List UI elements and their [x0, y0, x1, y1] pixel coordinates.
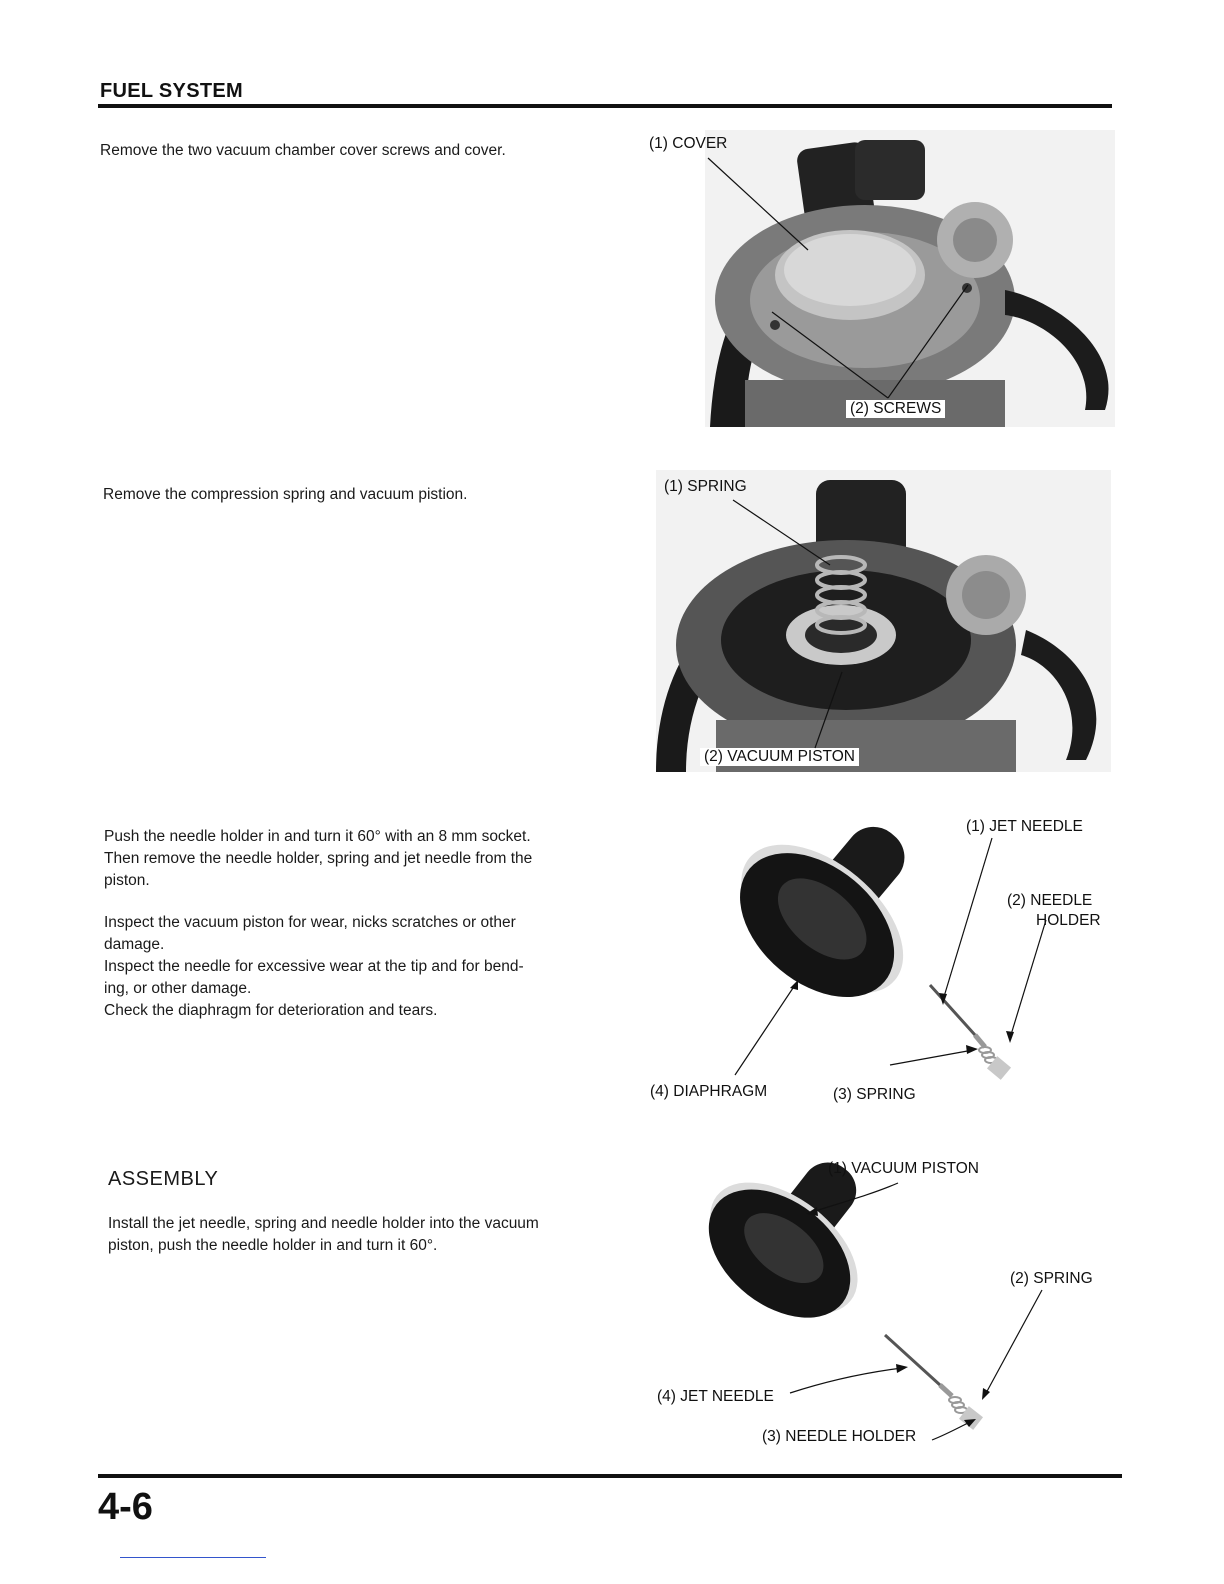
- step-3-line-6: damage.: [104, 936, 165, 953]
- label-needle-holder-4: (3) NEEDLE HOLDER: [762, 1428, 917, 1445]
- step-1-text: Remove the two vacuum chamber cover screws and cover.: [100, 142, 506, 159]
- step-3-line-7: Inspect the needle for excessive wear at the tip and for bend-: [104, 958, 524, 975]
- label-jet-needle-4: (4) JET NEEDLE: [657, 1388, 774, 1405]
- step-3-line-1: Push the needle holder in and turn it 60° with an 8 mm socket.: [104, 828, 531, 845]
- label-cover: (1) COVER: [649, 135, 728, 152]
- step-3-line-3: piston.: [104, 872, 150, 889]
- step-3-line-8: ing, or other damage.: [104, 980, 252, 997]
- assembly-line-1: Install the jet needle, spring and needle holder into the vacuum: [108, 1215, 539, 1232]
- assembly-title: ASSEMBLY: [108, 1168, 219, 1190]
- assembly-line-2: piston, push the needle holder in and turn it 60°.: [108, 1237, 438, 1254]
- step-3-line-5: Inspect the vacuum piston for wear, nicks scratches or other: [104, 914, 516, 931]
- label-jet-needle: (1) JET NEEDLE: [966, 818, 1083, 835]
- label-screws: (2) SCREWS: [846, 400, 945, 418]
- step-3-line-2: Then remove the needle holder, spring and jet needle from the: [104, 850, 533, 867]
- label-vacuum-piston: (2) VACUUM PISTON: [700, 748, 859, 766]
- label-vacuum-piston-4: (1) VACUUM PISTON: [828, 1160, 979, 1177]
- label-spring-3: (3) SPRING: [833, 1086, 916, 1103]
- figure-4-assembly-parts: [640, 1150, 1120, 1460]
- step-2-text: Remove the compression spring and vacuum pistion.: [103, 486, 468, 503]
- step-3-text: [104, 826, 634, 1022]
- footer-rule: [98, 1474, 1122, 1478]
- section-header: FUEL SYSTEM: [100, 80, 243, 102]
- label-spring-4: (2) SPRING: [1010, 1270, 1093, 1287]
- figure-3-exploded-parts: [640, 810, 1120, 1110]
- label-needle-holder-line2: HOLDER: [1036, 912, 1101, 929]
- page-number: 4-6: [98, 1486, 153, 1528]
- label-needle-holder-line1: (2) NEEDLE: [1007, 892, 1093, 909]
- footer-link-underline: [120, 1557, 266, 1558]
- step-3-spacer: [104, 892, 634, 912]
- step-3-line-9: Check the diaphragm for deterioration and tears.: [104, 1002, 438, 1019]
- assembly-text: [108, 1213, 638, 1257]
- label-diaphragm: (4) DIAPHRAGM: [650, 1083, 768, 1100]
- label-spring: (1) SPRING: [664, 478, 747, 495]
